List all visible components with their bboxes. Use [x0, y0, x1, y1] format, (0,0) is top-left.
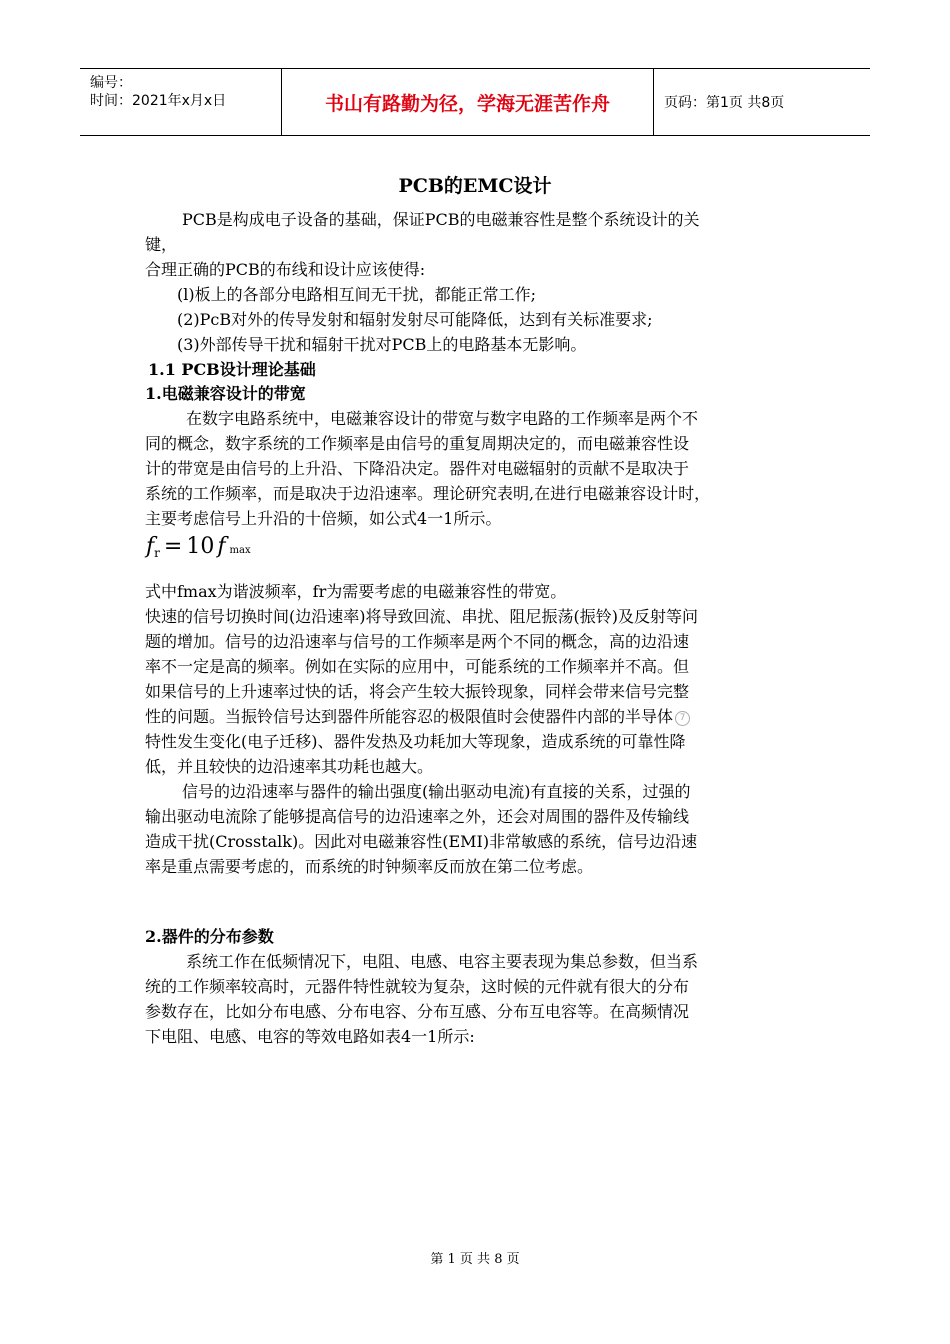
- number-label: 编号：: [90, 75, 132, 91]
- formula-equals: =: [163, 534, 183, 559]
- paragraph-line: 式中fmax为谐波频率，fr为需要考虑的电磁兼容性的带宽。: [145, 582, 567, 601]
- requirement-2: (2)PcB对外的传导发射和辐射发射尽可能降低，达到有关标准要求;: [177, 310, 653, 329]
- section-heading-1-1: 1.1 PCB设计理论基础: [148, 360, 316, 379]
- paragraph-line: 快速的信号切换时间(边沿速率)将导致回流、串扰、阻尼振荡(振铃)及反射等问: [145, 607, 698, 626]
- formula-lhs: f: [146, 534, 155, 559]
- footnote-marker-icon: 7: [675, 711, 690, 726]
- paragraph-line: 计的带宽是由信号的上升沿、下降沿决定。器件对电磁辐射的贡献不是取决于: [145, 459, 690, 478]
- paragraph-line-with-marker: [145, 705, 690, 729]
- formula-lhs-sub: r: [154, 546, 160, 560]
- formula-variable-sub: max: [229, 545, 251, 556]
- paragraph-line: 造成干扰(Crosstalk)。因此对电磁兼容性(EMI)非常敏感的系统，信号边沿速: [145, 832, 698, 851]
- subsection-heading-distributed-params: 2.器件的分布参数: [145, 927, 274, 946]
- header-meta-cell: [80, 69, 282, 135]
- formula-coefficient: 10: [186, 534, 215, 559]
- intro-line-3: 合理正确的PCB的布线和设计应该使得:: [145, 260, 426, 279]
- formula-4-1: [146, 534, 251, 560]
- paragraph-line: 主要考虑信号上升沿的十倍频，如公式4一1所示。: [145, 509, 502, 528]
- date-label: 时间：2021年x月x日: [90, 93, 227, 109]
- paragraph-line: 在数字电路系统中，电磁兼容设计的带宽与数字电路的工作频率是两个不: [186, 409, 699, 428]
- intro-line-1: PCB是构成电子设备的基础，保证PCB的电磁兼容性是整个系统设计的关: [182, 210, 700, 229]
- document-title: PCB的EMC设计: [398, 175, 552, 197]
- formula-variable: f: [217, 534, 226, 559]
- requirement-3: (3)外部传导干扰和辐射干扰对PCB上的电路基本无影响。: [177, 335, 587, 354]
- page-footer: 第 1 页 共 8 页: [430, 1252, 520, 1267]
- subsection-heading-bandwidth: 1.电磁兼容设计的带宽: [145, 384, 306, 403]
- intro-line-2: 键，: [145, 235, 178, 254]
- header-motto: 书山有路勤为径，学海无涯苦作舟: [282, 69, 654, 135]
- paragraph-line: 如果信号的上升速率过快的话，将会产生较大振铃现象，同样会带来信号完整: [145, 682, 690, 701]
- paragraph-line: 题的增加。信号的边沿速率与信号的工作频率是两个不同的概念，高的边沿速: [145, 632, 690, 651]
- paragraph-line: 输出驱动电流除了能够提高信号的边沿速率之外，还会对周围的器件及传输线: [145, 807, 690, 826]
- paragraph-line: 下电阻、电感、电容的等效电路如表4一1所示:: [145, 1027, 475, 1046]
- paragraph-line: 率不一定是高的频率。例如在实际的应用中，可能系统的工作频率并不高。但: [145, 657, 690, 676]
- paragraph-line: 低，并且较快的边沿速率其功耗也越大。: [145, 757, 434, 776]
- paragraph-text: 性的问题。当振铃信号达到器件所能容忍的极限值时会使器件内部的半导体: [145, 707, 674, 726]
- page-header: [80, 68, 870, 136]
- paragraph-line: 信号的边沿速率与器件的输出强度(输出驱动电流)有直接的关系，过强的: [182, 782, 691, 801]
- paragraph-line: 统的工作频率较高时，元器件特性就较为复杂，这时候的元件就有很大的分布: [145, 977, 690, 996]
- paragraph-line: 系统工作在低频情况下，电阻、电感、电容主要表现为集总参数，但当系: [186, 952, 699, 971]
- header-page-info: 页码：第1页 共8页: [664, 95, 785, 111]
- paragraph-line: 特性发生变化(电子迁移)、器件发热及功耗加大等现象，造成系统的可靠性降: [145, 732, 686, 751]
- paragraph-line: 系统的工作频率，而是取决于边沿速率。理论研究表明,在进行电磁兼容设计时，: [145, 484, 711, 503]
- requirement-1: (l)板上的各部分电路相互间无干扰，都能正常工作;: [177, 285, 536, 304]
- paragraph-line: 率是重点需要考虑的，而系统的时钟频率反而放在第二位考虑。: [145, 857, 594, 876]
- paragraph-line: 参数存在，比如分布电感、分布电容、分布互感、分布互电容等。在高频情况: [145, 1002, 690, 1021]
- paragraph-line: 同的概念，数字系统的工作频率是由信号的重复周期决定的，而电磁兼容性设: [145, 434, 690, 453]
